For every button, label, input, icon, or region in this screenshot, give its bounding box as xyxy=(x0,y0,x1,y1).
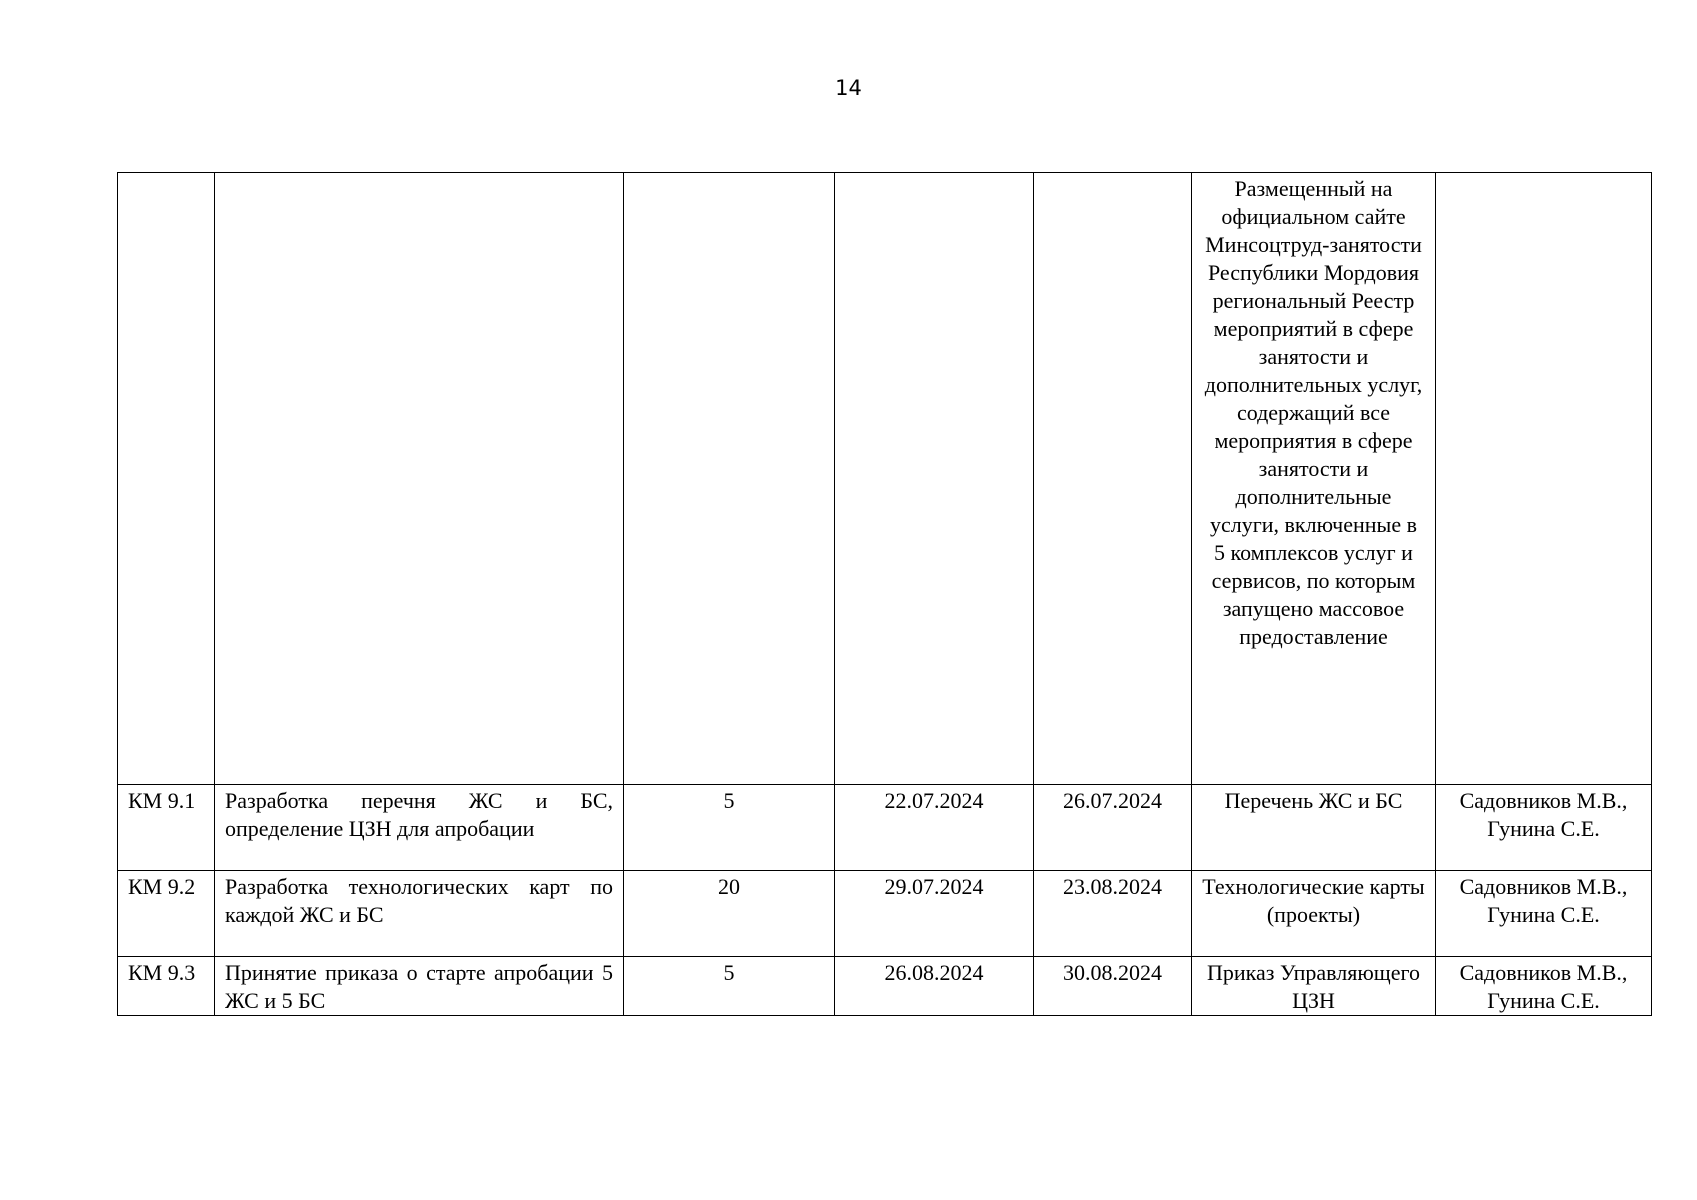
cell-duration: 5 xyxy=(624,785,835,871)
cell-start-date: 29.07.2024 xyxy=(835,871,1034,957)
cell-start-date xyxy=(835,173,1034,785)
cell-responsible xyxy=(1436,173,1652,785)
cell-end-date xyxy=(1034,173,1192,785)
cell-start-date: 22.07.2024 xyxy=(835,785,1034,871)
cell-start-date: 26.08.2024 xyxy=(835,957,1034,1016)
cell-result: Размещенный на официальном сайте Минсоцтруд-занятости Республики Мордовия региональный Реестр мероприятий в сфере занятости и дополнительных услуг, содержащий все мероприятия в сфере занятости и дополнительные услуги, включенные в 5 комплексов услуг и сервисов, по которым запущено массовое предоставление xyxy=(1192,173,1436,785)
cell-duration: 20 xyxy=(624,871,835,957)
cell-result: Перечень ЖС и БС xyxy=(1192,785,1436,871)
table-row xyxy=(118,957,1652,1016)
table-row xyxy=(118,785,1652,871)
cell-duration xyxy=(624,173,835,785)
cell-responsible: Садовников М.В., Гунина С.Е. xyxy=(1436,871,1652,957)
cell-name: Разработка перечня ЖС и БС, определение ЦЗН для апробации xyxy=(215,785,624,871)
table-row xyxy=(118,871,1652,957)
cell-result: Технологические карты (проекты) xyxy=(1192,871,1436,957)
cell-name: Разработка технологических карт по каждой ЖС и БС xyxy=(215,871,624,957)
cell-result: Приказ Управляющего ЦЗН xyxy=(1192,957,1436,1016)
cell-duration: 5 xyxy=(624,957,835,1016)
cell-end-date: 26.07.2024 xyxy=(1034,785,1192,871)
cell-name xyxy=(215,173,624,785)
cell-code: КМ 9.1 xyxy=(118,785,215,871)
cell-code: КМ 9.2 xyxy=(118,871,215,957)
table-row-continuation xyxy=(118,173,1652,785)
cell-code: КМ 9.3 xyxy=(118,957,215,1016)
cell-name: Принятие приказа о старте апробации 5 ЖС и 5 БС xyxy=(215,957,624,1016)
cell-responsible: Садовников М.В., Гунина С.Е. xyxy=(1436,785,1652,871)
cell-end-date: 23.08.2024 xyxy=(1034,871,1192,957)
cell-code xyxy=(118,173,215,785)
schedule-table xyxy=(117,172,1652,1016)
page-number: 14 xyxy=(835,76,862,100)
cell-responsible: Садовников М.В., Гунина С.Е. xyxy=(1436,957,1652,1016)
cell-end-date: 30.08.2024 xyxy=(1034,957,1192,1016)
